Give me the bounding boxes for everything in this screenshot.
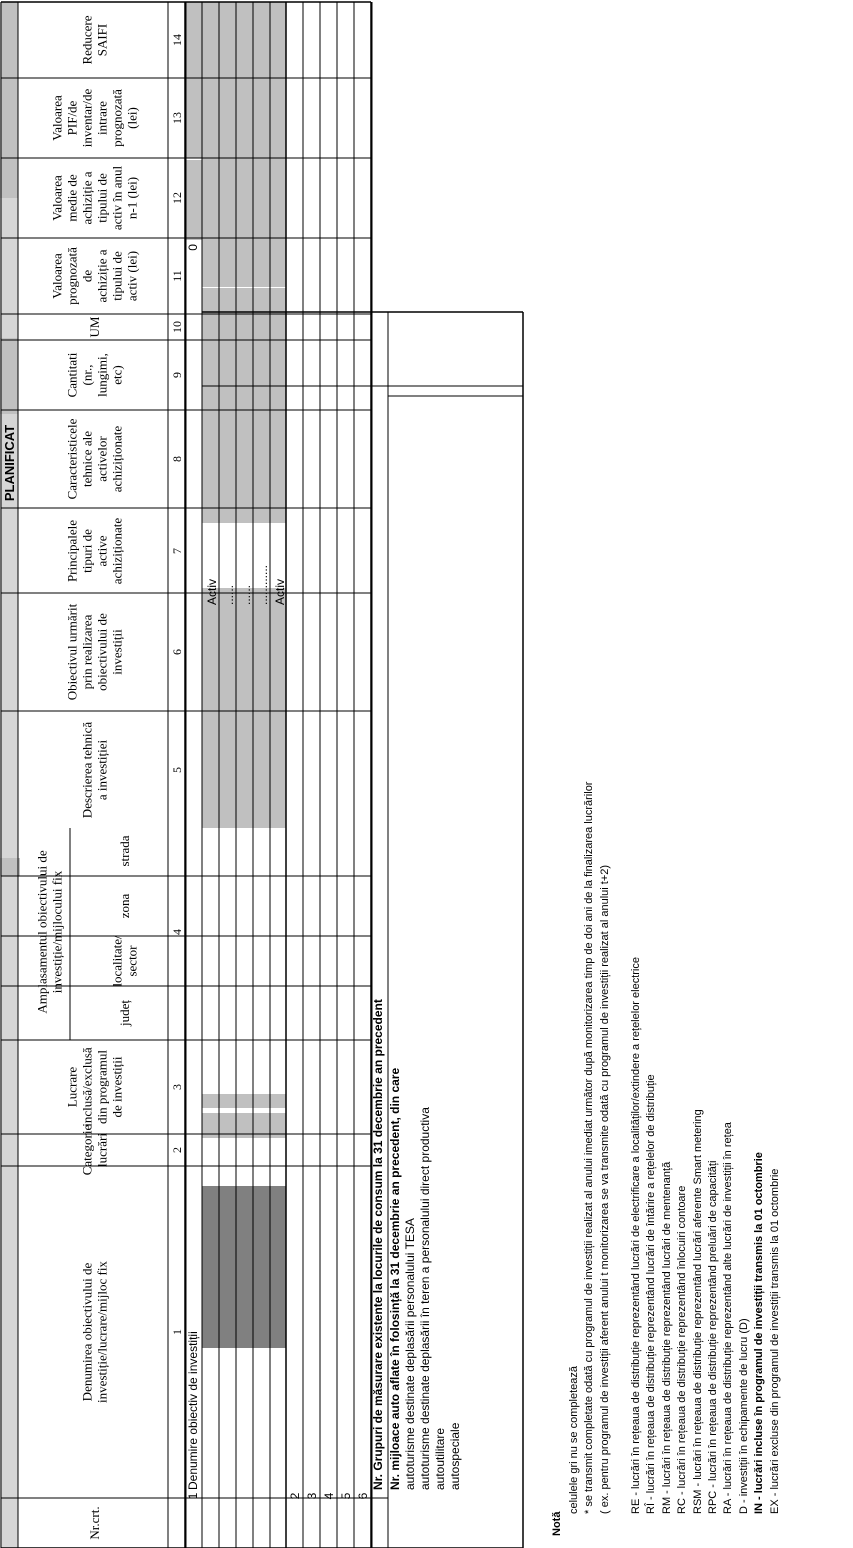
row1-nr: 1 [186, 1492, 200, 1500]
legend-ex: EX - lucrări excluse din programul de investiții transmis la 01 octombrie [768, 1168, 781, 1514]
col-header-valoare-medie: Valoareamedie deachiziție atipului deactiv în anuln-1 (lei) [49, 165, 140, 231]
note-line-1: celulele gri nu se completează [568, 1366, 580, 1514]
activ-1: Activ [205, 578, 219, 605]
sub-header-strada: strada [117, 835, 132, 867]
col-header-lucrare: Lucrareinclusă/exclusădin programulde investiții [64, 1047, 125, 1127]
header-text [35, 15, 140, 1539]
column-number-11: 11 [170, 270, 184, 282]
legend-re: RE - lucrări în rețeaua de distribuție reprezentând lucrări de electrificare a localităților/extindere a rețelelor electrice [630, 957, 642, 1514]
sub-header-judet: județ [117, 1000, 132, 1026]
legend-ri: RÎ - lucrări în rețeaua de distribuție reprezentând lucrări de întărire a rețelelor de distribuție [645, 1074, 658, 1514]
summary-subtitle: Nr. mijloace auto aflate în folosință la 31 decembrie an precedent, din care [388, 1067, 402, 1490]
col-header-um: UM [87, 316, 102, 338]
planificat-label [2, 425, 17, 501]
column-number-7: 7 [170, 548, 184, 554]
legend-rpc: RPC - lucrări în rețeaua de distribuție reprezentând preluări de capacități [706, 1160, 719, 1514]
col-header-obiectiv: Obiectivul urmăritprin realizareaobiectivului deinvestiții [64, 603, 125, 701]
column-number-14: 14 [170, 34, 184, 46]
legend-rc: RC - lucrări în rețeaua de distribuție reprezentând înlocuiri contoare [676, 1185, 689, 1514]
activ-2: ...... [222, 584, 236, 605]
col-header-caracteristici: Caracteristiceletehnice aleactivelorachiziționate [64, 418, 125, 500]
legend-rsm: RSM - lucrări în rețeaua de distribuție reprezentând lucrări aferente Smart metering [691, 1109, 704, 1514]
row-nr-3: 3 [305, 1492, 319, 1500]
column-number-9: 9 [170, 372, 184, 378]
column-number-8: 8 [170, 456, 184, 462]
column-number-4: 4 [170, 929, 184, 935]
column-number-6: 6 [170, 649, 184, 655]
col-header-amplasament: Amplasamentul obiectivului deinvestiție/mijlocului fix [34, 850, 65, 1014]
activ-3: ...... [239, 584, 253, 605]
summary-item-3: autoutilitare [433, 1427, 447, 1490]
notes-lines [567, 782, 613, 1514]
planificat-text: PLANIFICAT [2, 424, 17, 502]
legend-rm: RM - lucrări în rețeaua de distribuție reprezentând lucrări de mentenanță [660, 1161, 673, 1514]
legend-d: D - investiții în echipamente de lucru (D) [737, 1318, 750, 1514]
note-line-2: * se transmit completate odată cu programul de investiții realizat al anului imediat următor după monitorizarea timp de doi ani de la finalizarea lucrărilor [583, 781, 596, 1514]
notes-title: Notă [551, 1511, 563, 1536]
col-header-denumire: Denumirea obiectivului deinvestiție/lucrare/mijloc fix [79, 1261, 110, 1403]
row-nr-2: 2 [288, 1492, 302, 1500]
row-name-dark-cells-2 [202, 1288, 286, 1348]
summary-title: Nr. Grupuri de măsurare existente la locurile de consum la 31 decembrie an precedent [371, 999, 385, 1490]
sub-header-zona: zona [117, 893, 132, 919]
column-number-12: 12 [170, 192, 184, 204]
row-name-dark-cells [202, 1186, 286, 1288]
dark-gray-row-cells [202, 1186, 286, 1348]
activ-4: ............ [256, 564, 270, 605]
row-nr-4: 4 [322, 1492, 336, 1500]
col-header-valoare-prognozata: Valoareaprognozatădeachiziție atipului deactiv (lei) [49, 247, 140, 305]
notes-legend [629, 957, 783, 1514]
summary-block-text [371, 999, 462, 1490]
col-header-saifi: ReducereSAIFI [79, 15, 110, 65]
col-header-nr: Nr.crt. [87, 1506, 102, 1540]
sub-header-localitate: localitate/sector [109, 935, 140, 987]
col-header-valoare-pif: ValoareaPIF/deinventar/deintrareprognozată(lei) [49, 88, 140, 148]
note-line-3: ( ex. pentru programul de investiții aferent anului t monitorizarea se va transmite odată cu programul de investiții realizat al anului t+2) [598, 864, 611, 1514]
row1-col11-value: 0 [186, 244, 200, 251]
column-number-1: 1 [170, 1329, 184, 1335]
legend-in: IN - lucrări incluse în programul de investiții transmis la 01 octombrie [753, 1152, 766, 1514]
col-header-cantitati: Cantitati(nr.,lungimi,etc) [64, 352, 125, 398]
column-numbers [170, 34, 184, 1335]
activ-5: Activ [273, 578, 287, 605]
column-number-2: 2 [170, 1147, 184, 1153]
legend-ra: RA - lucrări în rețeaua de distribuție reprezentând alte lucrări de investiții în rețea [722, 1122, 735, 1514]
summary-item-4: autospeciale [448, 1422, 462, 1490]
column-number-13: 13 [170, 112, 184, 124]
summary-item-1: autoturisme destinate deplasării personalului TESA [403, 1218, 417, 1490]
row1-name: Denumire obiectiv de investiții [186, 1331, 200, 1490]
column-number-10: 10 [170, 321, 184, 333]
column-number-3: 3 [170, 1084, 184, 1090]
col-header-descriere: Descrierea tehnicăa investiției [79, 721, 110, 819]
row-nr-6: 6 [356, 1492, 370, 1500]
column-number-5: 5 [170, 767, 184, 773]
col-header-categorie: Categorielucrări [79, 1124, 110, 1176]
notes-block [550, 1512, 565, 1536]
row-nr-5: 5 [339, 1492, 353, 1500]
summary-item-2: autoturisme destinate deplasării în teren a personalului direct productiva [418, 1107, 432, 1490]
col-header-tipuri: Principaleletipuri deactiveachiziționate [64, 517, 125, 585]
